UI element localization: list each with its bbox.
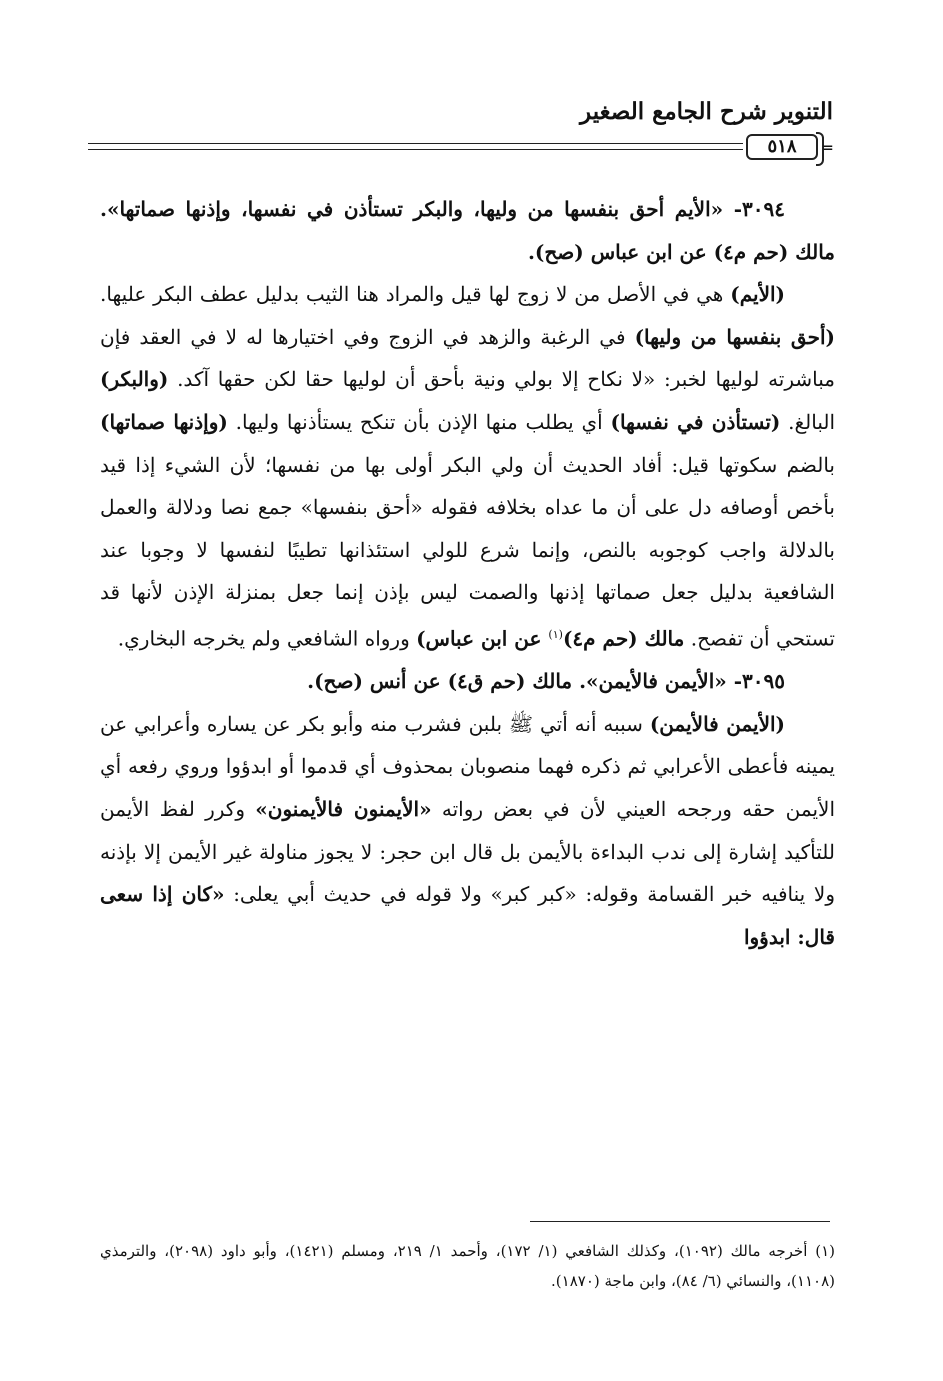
commentary-text: أي يطلب منها الإذن بأن تنكح يستأذنها وليها.: [227, 409, 611, 434]
commentary-3094: [100, 273, 835, 660]
keyword: (الأيم): [730, 282, 785, 307]
commentary-text: بالضم سكوتها قيل: أفاد الحديث أن ولي البكر أولى بها من نفسها؛ لأن الشيء إذا قيد بأخص أوصافه دل على أن ما عداه بخلافه فقوله «أحق بنفسها» جمع نصا ودلالة والعمل بالدلالة واجب كوجوبه بالنص، وإنما شرع للولي استئذانها تطيبًا لنفسها لا وجوبا عند الشافعية بدليل جعل صماتها إذنها والصمت ليس بإذن إنما جعل بمنزلة الإذن لأنها قد تستحي أن تفصح.: [100, 452, 835, 651]
keyword: (وإذنها صماتها): [100, 409, 228, 434]
keyword: (أحق بنفسها من وليها): [634, 324, 835, 349]
commentary-text: البالغ.: [780, 409, 836, 434]
keyword: «الأيمنون فالأيمنون»: [255, 796, 432, 821]
page-number: ٥١٨: [746, 134, 818, 160]
main-text: [100, 188, 835, 958]
source-reference: مالك (حم م٤): [562, 626, 685, 651]
commentary-3095: [100, 703, 835, 959]
page-header: [88, 98, 833, 178]
commentary-text: هي في الأصل من لا زوج لها قيل والمراد هنا الثيب بدليل عطف البكر عليها.: [100, 282, 731, 307]
header-rule-top: [88, 143, 743, 144]
footnotes: [100, 1236, 835, 1296]
hadith-text: «الأيم أحق بنفسها من وليها، والبكر تستأذن في نفسها، وإذنها صماتها». مالك (حم م٤) عن ابن عباس (صح).: [100, 197, 835, 264]
hadith-number: ٣٠٩٥-: [726, 669, 785, 694]
commentary-text: وكرر لفظ الأيمن للتأكيد إشارة إلى ندب البداءة بالأيمن بل قال ابن حجر: لا يجوز مناولة غير الأيمن إلا بإذنه ولا ينافيه خبر القسامة وقوله: «كبر كبر» ولا قوله في حديث أبي يعلى:: [100, 796, 835, 907]
header-rule-bottom: [88, 149, 743, 150]
keyword: (تستأذن في نفسها): [610, 409, 781, 434]
footnote-marker[interactable]: (١): [548, 627, 563, 641]
book-title: التنوير شرح الجامع الصغير: [580, 98, 833, 125]
keyword: «كان إذا سعى قال: ابدؤوا: [100, 882, 835, 949]
hadith-text: «الأيمن فالأيمن». مالك (حم ق٤) عن أنس (صح).: [307, 669, 727, 694]
keyword: (الأيمن فالأيمن): [649, 711, 785, 736]
header-ornament: =: [822, 140, 834, 156]
commentary-text: سببه أنه أتي ﷺ بلبن فشرب منه وأبو بكر عن يساره وأعرابي عن يمينه فأعطى الأعرابي ثم ذكره فهما منصوبان بمحذوف أي قدموا أو ابدؤوا وروي رفعه أي الأيمن حقه ورجحه العيني لأن في بعض رواته: [100, 711, 836, 821]
commentary-text: ورواه الشافعي ولم يخرجه البخاري.: [117, 626, 417, 651]
commentary-text: في الرغبة والزهد في الزوج وفي اختيارها له لا في العقد فإن مباشرته لوليها لخبر: «لا نكاح إلا بولي ونية بأحق أن لوليها حقا لكن حقها آكد.: [100, 324, 835, 392]
source-reference: عن ابن عباس): [416, 626, 549, 651]
footnote-1: (١) أخرجه مالك (١٠٩٢)، وكذلك الشافعي (١/ ١٧٢)، وأحمد ١/ ٢١٩، ومسلم (١٤٢١)، وأبو داود (٢٠٩٨)، والترمذي (١١٠٨)، والنسائي (٦/ ٨٤)، وابن ماجة (١٨٧٠).: [100, 1242, 835, 1290]
hadith-3094: [100, 188, 835, 273]
hadith-3095: [100, 660, 835, 703]
hadith-number: ٣٠٩٤-: [723, 197, 786, 221]
footnote-separator: [530, 1221, 830, 1222]
keyword: (والبكر): [100, 367, 169, 392]
